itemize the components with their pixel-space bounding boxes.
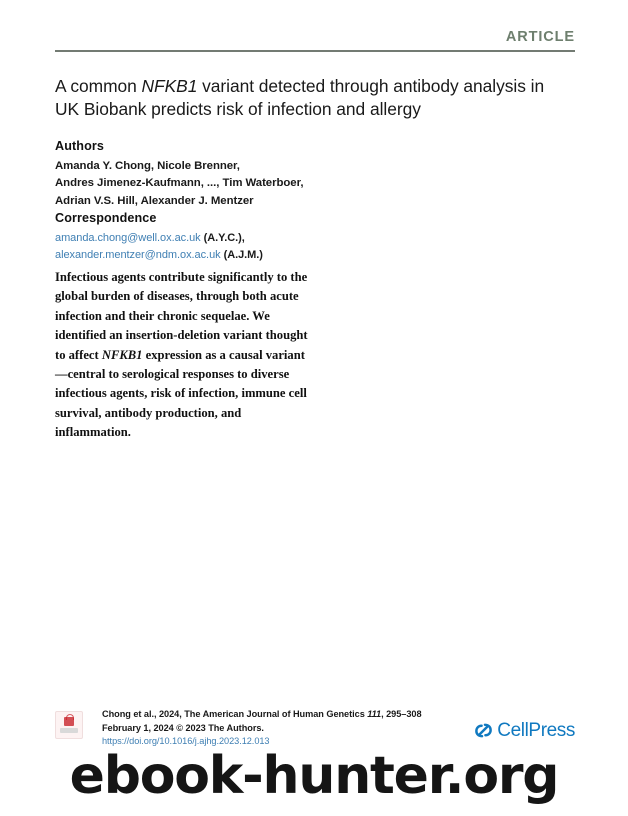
email-link-secondary[interactable]: alexander.mentzer@ndm.ox.ac.uk [55,248,221,261]
citation-text-b: , 295–308 [381,709,422,719]
title-part-1: A common [55,75,142,96]
header-divider [55,50,575,52]
correspondence-section [55,211,355,263]
citation-line-2: February 1, 2024 © 2023 The Authors. [102,722,264,733]
citation-text-a: Chong et al., 2024, The American Journal of Human Genetics [102,709,368,719]
open-access-icon [55,711,83,739]
open-access-bar [60,728,78,733]
email-attribution: (A.J.M.) [220,248,263,261]
summary-gene-name: NFKB1 [101,347,143,362]
summary-part-1: Infectious agents contribute significantly to the global burden of diseases, through both acute infection and their chronic sequelae. We identified an insertion-deletion variant thought to affect [55,270,308,362]
email-attribution: (A.Y.C.), [200,232,245,244]
authors-line: Adrian V.S. Hill, Alexander J. Mentzer [55,194,254,207]
page-title [55,75,571,121]
cellpress-wordmark: CellPress [497,720,575,741]
doi-link[interactable]: https://doi.org/10.1016/j.ajhg.2023.12.013 [102,736,270,747]
correspondence-heading: Correspondence [55,211,157,225]
authors-heading: Authors [55,139,104,153]
page-footer [55,705,575,751]
authors-list [55,158,355,210]
authors-line: Andres Jimenez-Kaufmann, ..., Tim Waterboer, [55,177,304,190]
article-type-label: ARTICLE [505,29,575,45]
title-gene-name: NFKB1 [141,75,198,96]
citation-line-1 [102,708,422,722]
correspondence-line [55,247,355,264]
page-header [55,30,575,52]
summary-part-2: expression as a causal variant—central to serological responses to diverse infectious agents, risk of infection, immune cell survival, antibody production, and inflammation. [55,347,307,440]
email-link-primary[interactable]: amanda.chong@well.ox.ac.uk [55,232,201,244]
authors-section [55,139,355,210]
graphical-summary-text [55,268,317,443]
title-part-2: variant detected through antibody analysis in UK Biobank predicts risk of infection and allergy [55,75,545,119]
correspondence-emails [55,230,355,263]
site-watermark: ebook-hunter.org [69,746,559,806]
cellpress-chain-icon [474,721,493,740]
authors-line: Amanda Y. Chong, Nicole Brenner, [55,160,240,172]
citation-block [102,708,422,749]
correspondence-line [55,230,355,247]
citation-volume: 111 [367,709,382,719]
cellpress-logo[interactable] [474,721,575,740]
lock-body-icon [64,717,74,726]
